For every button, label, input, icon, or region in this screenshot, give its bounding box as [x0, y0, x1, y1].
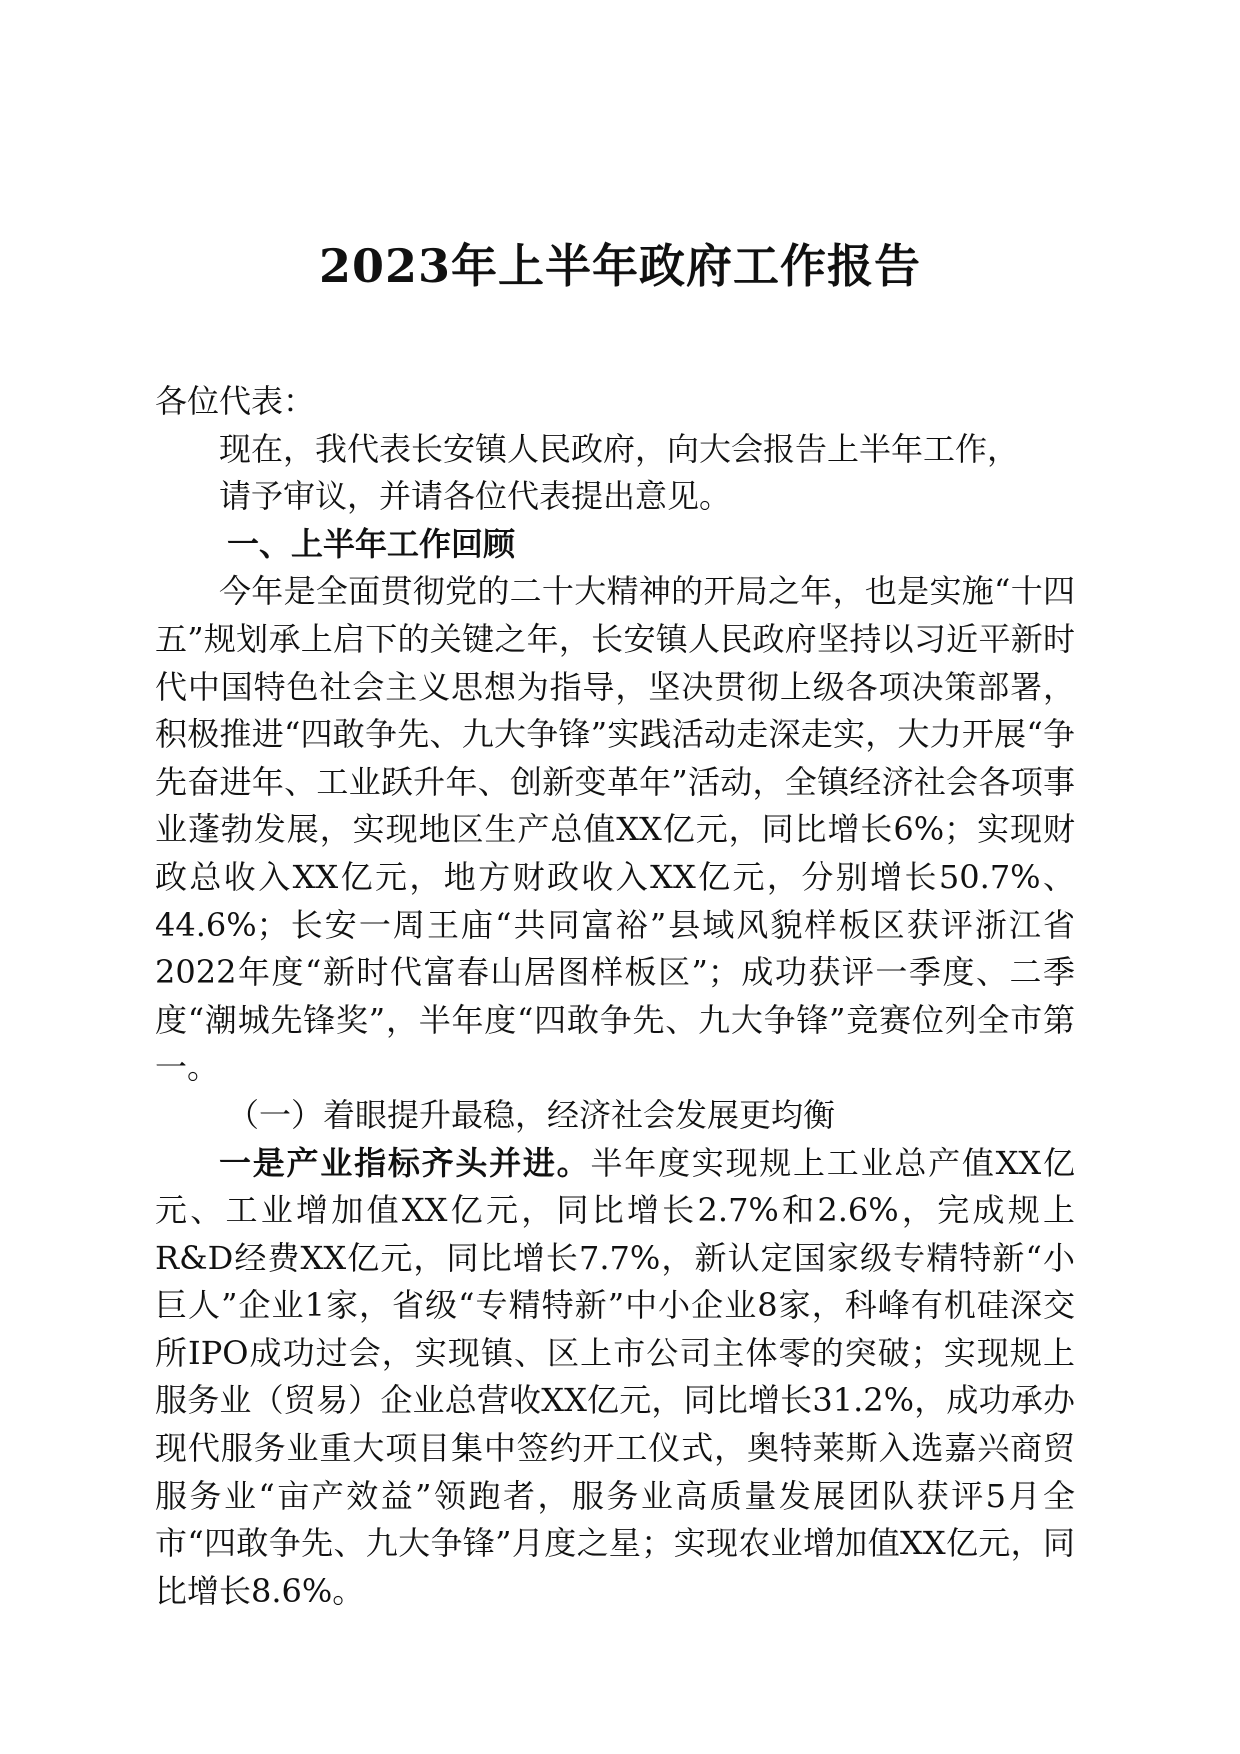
section-paragraph-review: 今年是全面贯彻党的二十大精神的开局之年，也是实施“十四五”规划承上启下的关键之年，长安镇人民政府坚持以习近平新时代中国特色社会主义思想为指导，坚决贯彻上级各项决策部署，积极推进“四敢争先、九大争锋”实践活动走深走实，大力开展“争先奋进年、工业跃升年、创新变革年”活动，全镇经济社会各项事业蓬勃发展，实现地区生产总值XX亿元，同比增长6%；实现财政总收入XX亿元，地方财政收入XX亿元，分别增长50.7%、44.6%；长安一周王庙“共同富裕”县域风貌样板区获评浙江省2022年度“新时代富春山居图样板区”；成功获评一季度、二季度“潮城先锋奖”，半年度“四敢争先、九大争锋”竞赛位列全市第一。 [155, 572, 1075, 1087]
document-body [155, 378, 1075, 1615]
section-heading-review: 一、上半年工作回顾 [227, 524, 516, 563]
salutation: 各位代表： [155, 382, 316, 420]
intro-line-1: 现在，我代表长安镇人民政府，向大会报告上半年工作， [219, 429, 1020, 468]
point-1-text: 半年度实现规上工业总产值XX亿元、工业增加值XX亿元，同比增长2.7%和2.6%，完成规上R&D经费XX亿元，同比增长7.7%，新认定国家级专精特新“小巨人”企业1家，省级“专精特新”中小企业8家，科峰有机硅深交所IPO成功过会，实现镇、区上市公司主体零的突破；实现规上服务业（贸易）企业总营收XX亿元，同比增长31.2%，成功承办现代服务业重大项目集中签约开工仪式，奥特莱斯入选嘉兴商贸服务业“亩产效益”领跑者，服务业高质量发展团队获评5月全市“四敢争先、九大争锋”月度之星；实现农业增加值XX亿元，同比增长8.6%。 [155, 1143, 1075, 1610]
point-1-lead: 一是产业指标齐头并进。 [219, 1143, 591, 1182]
subsection-heading-1: （一）着眼提升最稳，经济社会发展更均衡 [227, 1095, 836, 1134]
intro-line-2: 请予审议，并请各位代表提出意见。 [219, 477, 732, 516]
point-paragraph-1 [155, 1140, 1075, 1616]
document-title: 2023年上半年政府工作报告 [318, 239, 922, 293]
